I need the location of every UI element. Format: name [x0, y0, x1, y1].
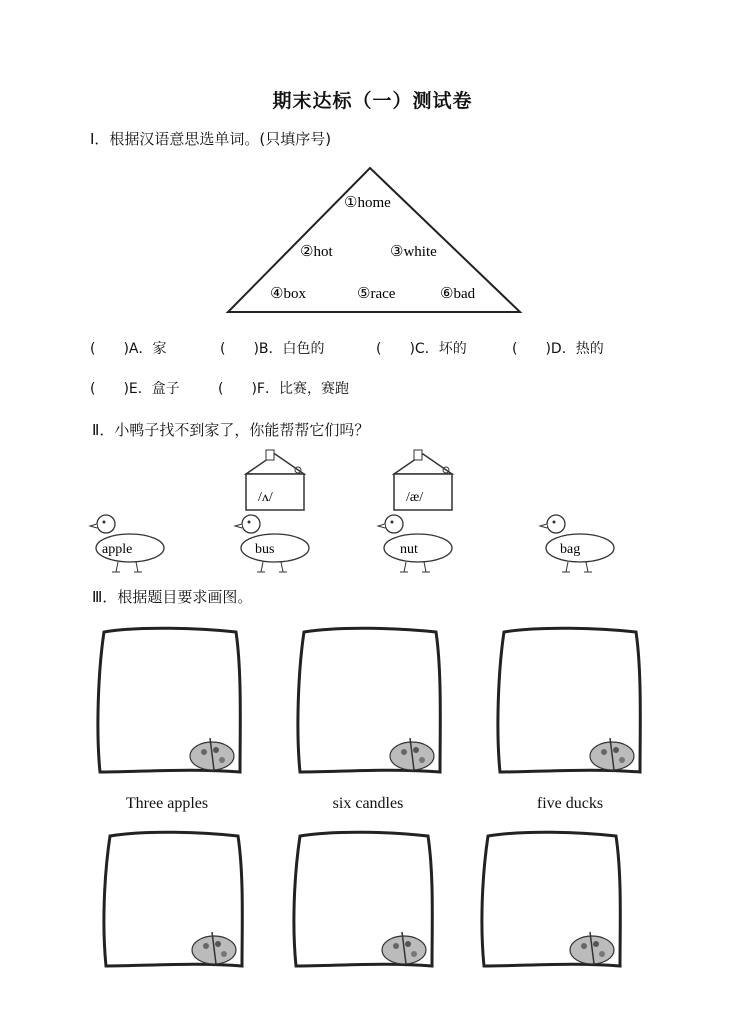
house-1	[238, 448, 312, 514]
drawing-frame-2[interactable]	[290, 622, 450, 780]
drawing-frame-4[interactable]	[96, 826, 252, 974]
duck-bus	[233, 510, 313, 576]
duck-word-2: bus	[255, 542, 275, 557]
house-2	[386, 448, 460, 514]
triangle-word-3: ③white	[390, 244, 437, 260]
drawing-frame-3[interactable]	[490, 622, 650, 780]
option-b: ( )B．白色的	[220, 341, 325, 357]
option-c: ( )C．坏的	[376, 341, 467, 357]
page-title: 期末达标（一）测试卷	[272, 90, 473, 112]
section-1-heading: I．根据汉语意思选单词。(只填序号)	[90, 130, 332, 148]
house-1-sound: /ʌ/	[258, 490, 273, 505]
duck-word-4: bag	[560, 542, 581, 557]
triangle-word-1: ①home	[344, 195, 391, 211]
word-triangle	[220, 160, 530, 320]
duck-bag	[538, 510, 618, 576]
option-f: ( )F．比赛，赛跑	[218, 381, 349, 397]
section-3-heading: Ⅲ．根据题目要求画图。	[92, 588, 253, 606]
triangle-word-6: ⑥bad	[440, 286, 476, 302]
section-2-heading: Ⅱ．小鸭子找不到家了，你能帮帮它们吗？	[92, 421, 370, 439]
triangle-word-5: ⑤race	[357, 286, 396, 302]
caption-frame-1: Three apples	[125, 795, 209, 812]
duck-apple	[88, 510, 168, 576]
option-e: ( )E．盒子	[90, 381, 180, 397]
duck-nut	[376, 510, 456, 576]
caption-frame-3: five ducks	[536, 795, 604, 812]
drawing-frame-6[interactable]	[474, 826, 630, 974]
option-a: ( )A．家	[90, 341, 167, 357]
duck-word-1: apple	[102, 542, 133, 557]
triangle-word-4: ④box	[270, 286, 306, 302]
triangle-word-2: ②hot	[300, 244, 333, 260]
caption-frame-2: six candles	[332, 795, 404, 812]
drawing-frame-1[interactable]	[90, 622, 250, 780]
duck-word-3: nut	[400, 542, 418, 557]
option-d: ( )D．热的	[512, 341, 604, 357]
drawing-frame-5[interactable]	[286, 826, 442, 974]
house-2-sound: /æ/	[406, 490, 424, 505]
